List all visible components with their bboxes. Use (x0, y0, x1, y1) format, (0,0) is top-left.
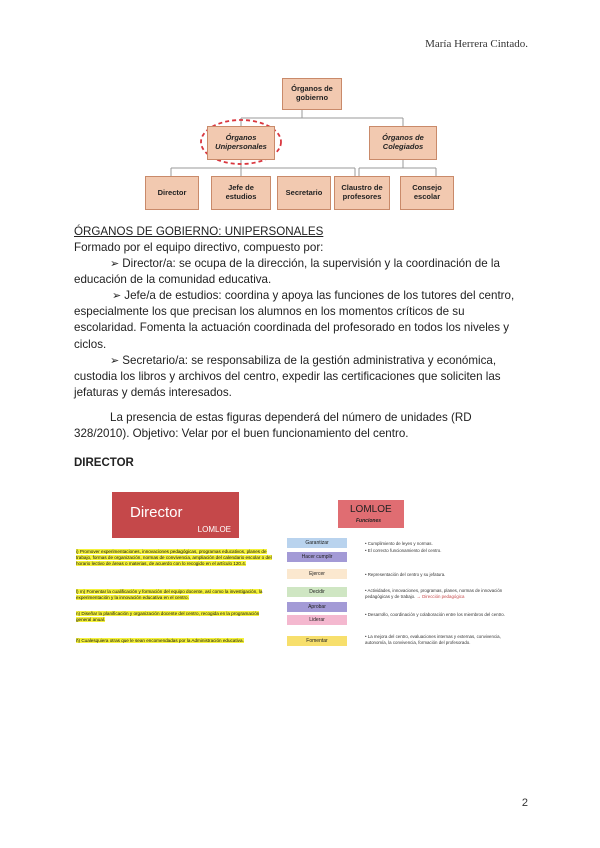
desc-representacion: • Representación del centro y su jefatura. (365, 572, 446, 577)
org-leaf-secretario: Secretario (277, 176, 331, 210)
verb-hacer-cumplir: Hacer cumplir (287, 552, 347, 562)
lomloe-figure (283, 492, 521, 662)
org-root-box: Órganos de gobierno (282, 78, 342, 110)
author-name: María Herrera Cintado. (425, 38, 528, 50)
lomloe-title: LOMLOE (350, 504, 392, 515)
director-figure (74, 492, 276, 662)
arrow-icon: ➢ (110, 258, 123, 270)
desc-cumplimiento: • Cumplimiento de leyes y normas. (365, 541, 433, 546)
director-title: Director (130, 504, 183, 521)
page-number: 2 (521, 797, 528, 809)
director-item: i) Promover experimentaciones, innovaciones pedagógicas, programas educativos, planes de trabajo, formas de organización, normas de convivencia, ampliación del calendario escolar o del horario lectivo de áreas o materias, de acuerdo con lo recogido en el artículo 120.4. (76, 549, 272, 566)
director-item: ñ) Cualesquiera otras que le sean encomendadas por la Administración educativa. (76, 638, 244, 643)
org-chart (141, 72, 461, 220)
bullet-secretario (74, 353, 526, 402)
verb-decidir: Decidir (287, 587, 347, 597)
bullet-jefe-text: Jefe/a de estudios: coordina y apoya las funciones de los tutores del centro, especialmente los que precisan los alumnos en los momentos críticos de su escolaridad. Fomenta la actuación coordinada del profesorado en todos los niveles y ciclos. (74, 289, 515, 351)
org-leaf-jefe-estudios: Jefe de estudios (211, 176, 271, 210)
org-leaf-director: Director (145, 176, 199, 210)
intro-text: Formado por el equipo directivo, compuesto por: (74, 241, 324, 254)
verb-ejercer: Ejercer (287, 569, 347, 579)
desc-funcionamiento: • El correcto funcionamiento del centro. (365, 548, 442, 553)
verb-garantizar: Garantizar (287, 538, 347, 548)
verb-aprobar: Aprobar (287, 602, 347, 612)
desc-actividades: • Actividades, innovaciones, programas, planes, normas de innovación pedagógicas y de trabajo. → Dirección pedagógica (365, 588, 503, 599)
arrow-icon: ➢ (110, 355, 123, 367)
director-subtitle: LOMLOE (197, 525, 231, 534)
verb-fomentar: Fomentar (287, 636, 347, 646)
lomloe-title-box (338, 500, 404, 528)
org-leaf-consejo: Consejo escolar (400, 176, 454, 210)
bullet-secretario-text: Secretario/a: se responsabiliza de la gestión administrativa y económica, custodia los libros y archivos del centro, expedir las certificaciones que soliciten las jefaturas y demás interesados. (74, 354, 501, 400)
arrow-icon: ➢ (112, 290, 125, 302)
director-heading: DIRECTOR (74, 457, 134, 469)
section-heading: ÓRGANOS DE GOBIERNO: UNIPERSONALES (74, 225, 324, 238)
lomloe-subtitle: Funciones (356, 518, 382, 524)
bullet-director (74, 256, 526, 288)
director-item: l) m) Fomentar la cualificación y formación del equipo docente, así como la investigación, la experimentación y la innovación educativa en el centro. (76, 589, 263, 600)
desc-mejora: • La mejora del centro, evaluaciones internas y externas, convivencia, autonomía, la convivencia, formación del profesorado. (365, 634, 501, 645)
bullet-jefe (74, 288, 526, 353)
verb-liderar: Liderar (287, 615, 347, 625)
desc-desarrollo: • Desarrollo, coordinación y colaboración entre los miembros del centro. (365, 612, 505, 617)
org-unipersonales-box: Órganos Unipersonales (207, 126, 275, 160)
director-title-box (112, 492, 239, 538)
bullet-director-text: Director/a: se ocupa de la dirección, la supervisión y la coordinación de la educación de la comunidad educativa. (74, 257, 500, 287)
director-item: n) Diseñar la planificación y organización docente del centro, recogida en la programación general anual. (76, 611, 260, 622)
paragraph-presence: La presencia de estas figuras dependerá del número de unidades (RD 328/2010). Objetivo: Velar por el buen funcionamiento del centro. (74, 411, 472, 441)
org-colegiados-box: Órganos de Colegiados (369, 126, 437, 160)
org-leaf-claustro: Claustro de profesores (334, 176, 390, 210)
